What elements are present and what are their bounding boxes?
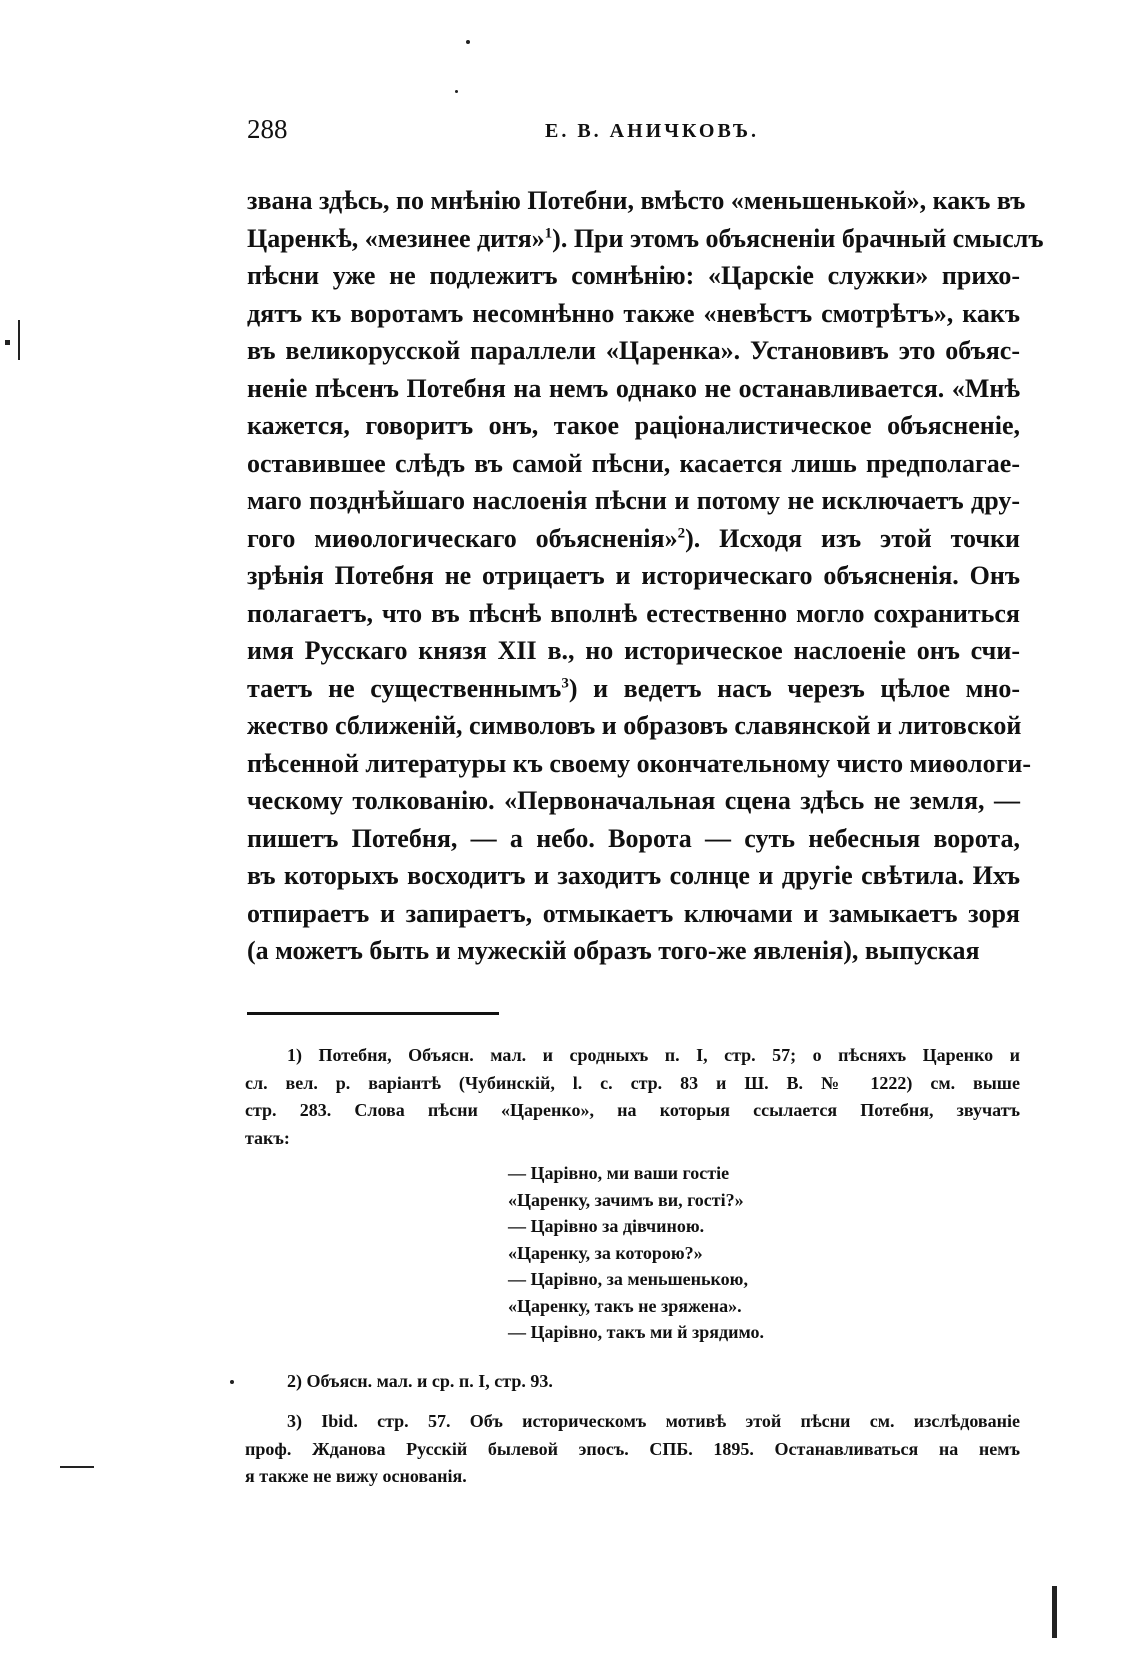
text-line bbox=[247, 220, 1044, 258]
text-line: ческому толкованію. «Первоначальная сцена здѣсь не земля, — bbox=[247, 786, 1020, 815]
footnote-ref: 2 bbox=[677, 524, 686, 541]
footnote-line: такъ: bbox=[245, 1127, 290, 1148]
footnote-separator bbox=[247, 1012, 499, 1015]
quoted-verse bbox=[508, 1160, 764, 1346]
text-line: кажется, говоритъ онъ, такое раціоналистическое объясненіе, bbox=[247, 411, 1020, 440]
text-line: пѣсни уже не подлежитъ сомнѣнію: «Царскіе служки» прихо- bbox=[247, 261, 1020, 290]
text-line: пишетъ Потебня, — а небо. Ворота — суть небесныя ворота, bbox=[247, 823, 1020, 853]
footnote-line: сл. вел. р. варіантѣ (Чубинскій, l. c. стр. 83 и Ш. В. № 1222) см. выше bbox=[245, 1072, 1020, 1093]
text-line: звана здѣсь, по мнѣнію Потебни, вмѣсто «меньшенькой», какъ въ bbox=[247, 186, 1026, 215]
text-fragment: ). При этомъ объясненіи брачный смыслъ bbox=[552, 223, 1044, 253]
text-line: въ которыхъ восходитъ и заходитъ солнце и другіе свѣтила. Ихъ bbox=[247, 861, 1020, 890]
text-line: дятъ къ воротамъ несомнѣнно также «невѣстъ смотрѣтъ», какъ bbox=[247, 298, 1020, 328]
verse-line: — Царівно, за меньшенькою, bbox=[508, 1269, 748, 1289]
margin-tick bbox=[18, 320, 20, 360]
footnote-3 bbox=[245, 1408, 1020, 1491]
verse-line: — Царівно, такъ ми й зрядимо. bbox=[508, 1322, 765, 1342]
verse-line: «Царенку, такъ не зряжена». bbox=[508, 1295, 742, 1316]
text-line: въ великорусской параллели «Царенка». Установивъ это объяс- bbox=[247, 336, 1020, 365]
main-text bbox=[247, 182, 1044, 970]
footnote-line: 3) Ibid. стр. 57. Объ историческомъ мотивѣ этой пѣсни см. изслѣдованіе bbox=[287, 1411, 1020, 1431]
text-line: жество сближеній, символовъ и образовъ славянской и литовской bbox=[247, 711, 1022, 740]
text-line: пѣсенной литературы къ своему окончательному чисто миѳологи- bbox=[247, 748, 1032, 778]
text-line: имя Русскаго князя XII в., но историческое наслоеніе онъ счи- bbox=[247, 636, 1020, 665]
footnote-line: 1) Потебня, Объясн. мал. и сродныхъ п. I, стр. 57; о пѣсняхъ Царенко и bbox=[287, 1045, 1020, 1065]
verse-line: «Царенку, зачимъ ви, гості?» bbox=[508, 1189, 744, 1210]
footnote-line: стр. 283. Слова пѣсни «Царенко», на которыя ссылается Потебня, звучатъ bbox=[245, 1100, 1020, 1120]
text-line: неніе пѣсенъ Потебня на немъ однако не останавливается. «Мнѣ bbox=[247, 373, 1020, 403]
running-title: Е. В. АНИЧКОВЪ. bbox=[545, 120, 760, 142]
text-line: полагаетъ, что въ пѣснѣ вполнѣ естественно могло сохраниться bbox=[247, 598, 1020, 628]
footnote-1 bbox=[245, 1042, 1020, 1152]
footnote-line: я также не вижу основанія. bbox=[245, 1466, 467, 1486]
margin-dash bbox=[60, 1466, 94, 1468]
text-line: (а можетъ быть и мужескій образъ того-же явленія), выпуская bbox=[247, 936, 980, 965]
text-fragment: таетъ не существеннымъ bbox=[247, 673, 562, 703]
verse-line: — Царівно, ми ваши гостіе bbox=[508, 1163, 730, 1183]
text-fragment: гого миѳологическаго объясненія» bbox=[247, 523, 678, 553]
text-line: оставившее слѣдъ въ самой пѣсни, касается лишь предполагае- bbox=[247, 448, 1020, 478]
text-fragment: Царенкѣ, «мезинее дитя» bbox=[247, 223, 545, 253]
text-fragment: ). Исходя изъ этой точки bbox=[685, 523, 1020, 553]
footnote-ref: 3 bbox=[561, 674, 569, 691]
edge-mark bbox=[1052, 1586, 1057, 1638]
page-header bbox=[247, 114, 1017, 154]
text-line: зрѣнія Потебня не отрицаетъ и историческаго объясненія. Онъ bbox=[247, 561, 1020, 590]
footnote-2 bbox=[245, 1368, 1020, 1396]
text-fragment: ) и ведетъ насъ черезъ цѣлое мно- bbox=[568, 673, 1020, 703]
footnote-line: 2) Объясн. мал. и ср. п. I, стр. 93. bbox=[287, 1371, 553, 1391]
verse-line: — Царівно за дівчиною. bbox=[508, 1216, 705, 1236]
footnote-ref: 1 bbox=[544, 224, 553, 241]
margin-arrow bbox=[5, 340, 10, 345]
text-line bbox=[247, 670, 1020, 708]
footnote-line: проф. Жданова Русскій былевой эпосъ. СПБ. 1895. Останавливаться на немъ bbox=[245, 1438, 1020, 1459]
scan-speck bbox=[455, 90, 458, 93]
text-line: маго позднѣйшаго наслоенія пѣсни и потому не исключаетъ дру- bbox=[247, 486, 1020, 515]
text-line: отпираетъ и запираетъ, отмыкаетъ ключами и замыкаетъ зоря bbox=[247, 898, 1020, 928]
scan-speck bbox=[466, 40, 470, 44]
verse-line: «Царенку, за которою?» bbox=[508, 1242, 703, 1263]
scan-speck bbox=[230, 1380, 234, 1384]
text-line bbox=[247, 520, 1020, 558]
page-number: 288 bbox=[247, 114, 288, 144]
